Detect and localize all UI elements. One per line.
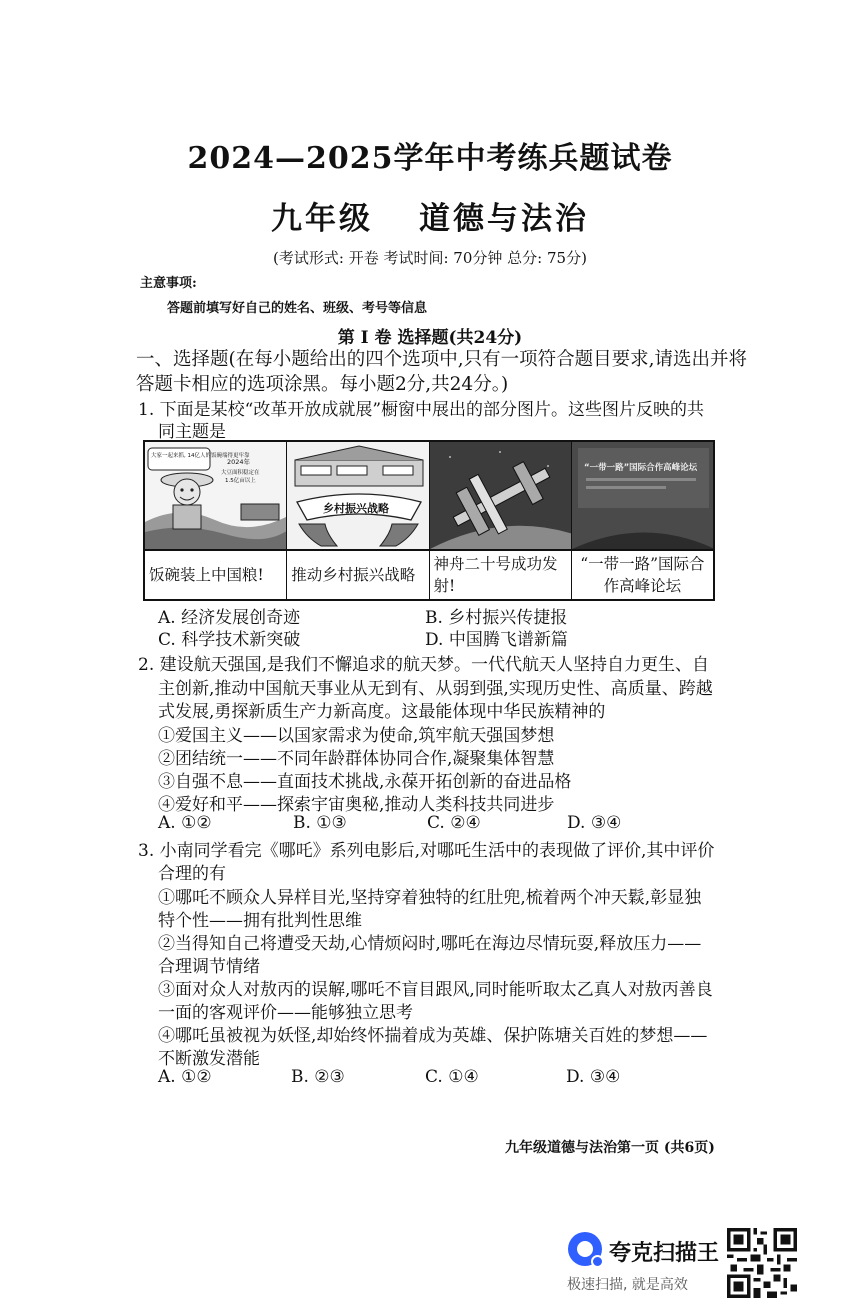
q1-option-a: A. 经济发展创奇迹 [158, 608, 301, 628]
q2-option-b: B. ①③ [293, 813, 347, 833]
q1-option-c: C. 科学技术新突破 [158, 630, 301, 650]
q1-option-b: B. 乡村振兴传捷报 [425, 608, 568, 628]
subject-label: 道德与法治 [419, 201, 589, 237]
svg-text:1.5亿亩以上: 1.5亿亩以上 [225, 478, 256, 484]
instruction-line: 答题卡相应的选项涂黑。每小题2分,共24分。) [136, 374, 509, 395]
farmer-cartoon-image [145, 442, 287, 549]
grade-label: 九年级 [271, 201, 373, 237]
q3-item: ④哪吒虽被视为妖怪,却始终怀揣着成为英雄、保护陈塘关百姓的梦想—— [158, 1026, 708, 1046]
quark-logo-icon [568, 1232, 602, 1266]
section-title: 第 I 卷 选择题(共24分) [337, 328, 523, 348]
rural-revitalization-image [287, 442, 429, 549]
belt-road-forum-image [572, 442, 713, 549]
svg-text:大豆面积稳定在: 大豆面积稳定在 [221, 470, 260, 476]
q3-stem-line: 3. 小南同学看完《哪吒》系列电影后,对哪吒生活中的表现做了评价,其中评价 [138, 841, 715, 861]
q2-option-d: D. ③④ [567, 813, 622, 833]
grade-subject [0, 193, 860, 238]
scanner-brand: 夸克扫描王 [609, 1241, 720, 1266]
q3-option-a: A. ①② [158, 1067, 212, 1087]
q3-item: 不断激发潜能 [158, 1049, 260, 1069]
q3-item: 特个性——拥有批判性思维 [158, 911, 362, 931]
q3-option-c: C. ①④ [425, 1067, 479, 1087]
qr-code-icon[interactable] [727, 1228, 797, 1298]
q3-option-d: D. ③④ [566, 1067, 621, 1087]
exam-title: 2024—2025学年中考练兵题试卷 [187, 141, 673, 176]
q2-item: ②团结统一——不同年龄群体协同合作,凝聚集体智慧 [158, 749, 555, 769]
speech-bubble-text: 大家一起来抓, 14亿人的饭碗端得更牢靠 [151, 453, 250, 459]
caption-1: 饭碗装上中国粮! [145, 551, 287, 599]
q3-stem-line: 合理的有 [158, 864, 226, 884]
q2-item: ③自强不息——直面技术挑战,永葆开拓创新的奋进品格 [158, 772, 572, 792]
q3-item: 合理调节情绪 [158, 957, 260, 977]
q3-item: ①哪吒不顾众人异样目光,坚持穿着独特的红肚兜,梳着两个冲天鬏,彰显独 [158, 888, 702, 908]
q1-stem-line: 1. 下面是某校“改革开放成就展”橱窗中展出的部分图片。这些图片反映的共 [138, 400, 705, 420]
notice-item: 答题前填写好自己的姓名、班级、考号等信息 [167, 301, 428, 316]
banner-text: 乡村振兴战略 [323, 502, 390, 515]
q2-item: ④爱好和平——探索宇宙奥秘,推动人类科技共同进步 [158, 795, 555, 815]
q1-caption-row [143, 551, 715, 601]
q2-option-a: A. ①② [158, 813, 212, 833]
caption-4: “一带一路”国际合作高峰论坛 [580, 555, 705, 595]
notice-label: 主意事项: [140, 276, 197, 291]
q2-item: ①爱国主义——以国家需求为使命,筑牢航天强国梦想 [158, 726, 555, 746]
q3-option-b: B. ②③ [291, 1067, 345, 1087]
page-number: 九年级道德与法治第一页 (共6页) [505, 1140, 715, 1156]
q2-stem-line: 主创新,推动中国航天事业从无到有、从弱到强,实现历史性、高质量、跨越 [158, 679, 713, 699]
instruction-line: 一、选择题(在每小题给出的四个选项中,只有一项符合题目要求,请选出并将 [136, 349, 747, 370]
q3-item: ②当得知自己将遭受天劫,心情烦闷时,哪吒在海边尽情玩耍,释放压力—— [158, 934, 702, 954]
q3-item: ③面对众人对敖丙的误解,哪吒不盲目跟风,同时能听取太乙真人对敖丙善良 [158, 980, 713, 1000]
exam-info: (考试形式: 开卷 考试时间: 70分钟 总分: 75分) [273, 249, 587, 267]
q1-image-strip [143, 440, 715, 551]
q2-stem-line: 式发展,勇探新质生产力新高度。这最能体现中华民族精神的 [158, 702, 606, 722]
q3-item: 一面的客观评价——能够独立思考 [158, 1003, 413, 1023]
q2-stem-line: 2. 建设航天强国,是我们不懈追求的航天梦。一代代航天人坚持自力更生、自 [138, 655, 710, 675]
q1-option-d: D. 中国腾飞谱新篇 [425, 630, 568, 650]
forum-screen-text: “一带一路”国际合作高峰论坛 [583, 463, 697, 473]
q2-option-c: C. ②④ [427, 813, 481, 833]
scanner-slogan: 极速扫描, 就是高效 [567, 1277, 688, 1293]
q1-stem-line: 同主题是 [158, 422, 226, 442]
caption-3: 神舟二十号成功发射! [430, 551, 572, 599]
caption-2: 推动乡村振兴战略 [287, 551, 429, 599]
space-station-image [430, 442, 572, 549]
svg-text:2024年: 2024年 [227, 458, 251, 466]
